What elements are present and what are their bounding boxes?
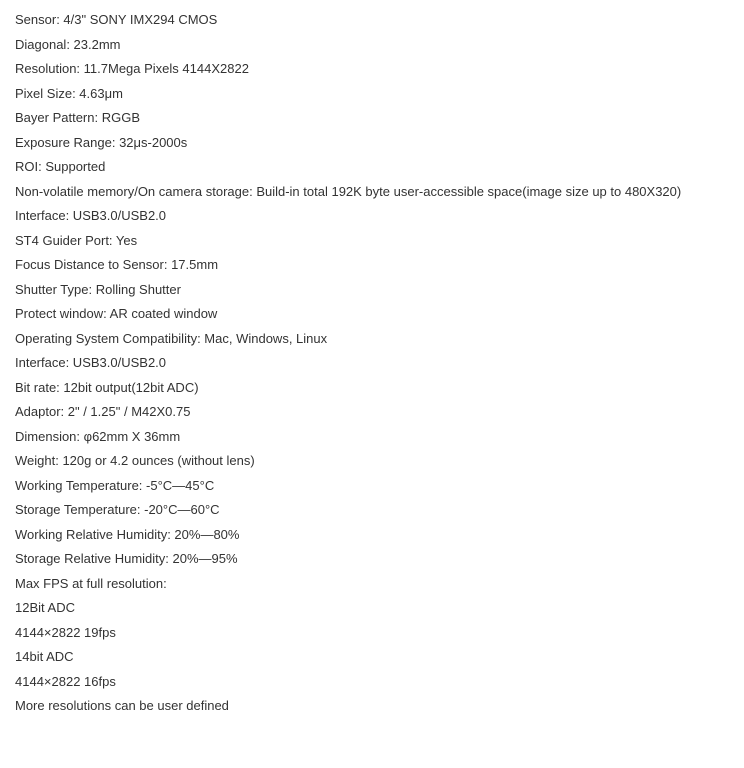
spec-user-defined-resolutions: More resolutions can be user defined — [15, 698, 229, 713]
spec-storage-memory: Non-volatile memory/On camera storage: Build-in total 192K byte user-accessible space(image size up to 480X320) — [15, 183, 682, 199]
spec-pixel-size: Pixel Size: 4.63μm — [15, 85, 123, 101]
spec-exposure-range: Exposure Range: 32μs-2000s — [15, 134, 188, 150]
spec-14bit-fps: 4144×2822 16fps — [15, 673, 116, 689]
spec-sensor: Sensor: 4/3" SONY IMX294 CMOS — [15, 12, 218, 27]
spec-protect-window: Protect window: AR coated window — [15, 306, 218, 321]
spec-working-humidity: Working Relative Humidity: 20%—80% — [15, 526, 240, 542]
spec-list — [15, 8, 681, 719]
spec-adaptor: Adaptor: 2" / 1.25" / M42X0.75 — [15, 404, 191, 419]
spec-max-fps-heading: Max FPS at full resolution: — [15, 575, 167, 591]
spec-interface-2: Interface: USB3.0/USB2.0 — [15, 355, 167, 370]
spec-interface: Interface: USB3.0/USB2.0 — [15, 208, 167, 223]
spec-14bit-adc: 14bit ADC — [15, 649, 74, 664]
spec-shutter-type: Shutter Type: Rolling Shutter — [15, 281, 181, 297]
spec-12bit-adc: 12Bit ADC — [15, 600, 75, 615]
spec-12bit-fps: 4144×2822 19fps — [15, 624, 116, 640]
spec-roi: ROI: Supported — [15, 159, 106, 174]
spec-resolution: Resolution: 11.7Mega Pixels 4144X2822 — [15, 61, 249, 76]
spec-diagonal: Diagonal: 23.2mm — [15, 36, 121, 52]
spec-st4-guider-port: ST4 Guider Port: Yes — [15, 232, 138, 248]
spec-working-temperature: Working Temperature: -5°C—45°C — [15, 477, 215, 493]
spec-os-compatibility: Operating System Compatibility: Mac, Windows, Linux — [15, 330, 328, 346]
spec-storage-humidity: Storage Relative Humidity: 20%—95% — [15, 551, 238, 566]
spec-focus-distance: Focus Distance to Sensor: 17.5mm — [15, 257, 219, 272]
spec-dimension: Dimension: φ62mm X 36mm — [15, 428, 181, 444]
spec-weight: Weight: 120g or 4.2 ounces (without lens) — [15, 453, 255, 468]
spec-storage-temperature: Storage Temperature: -20°C—60°C — [15, 502, 220, 517]
spec-bayer-pattern: Bayer Pattern: RGGB — [15, 110, 140, 125]
spec-bit-rate: Bit rate: 12bit output(12bit ADC) — [15, 379, 199, 395]
